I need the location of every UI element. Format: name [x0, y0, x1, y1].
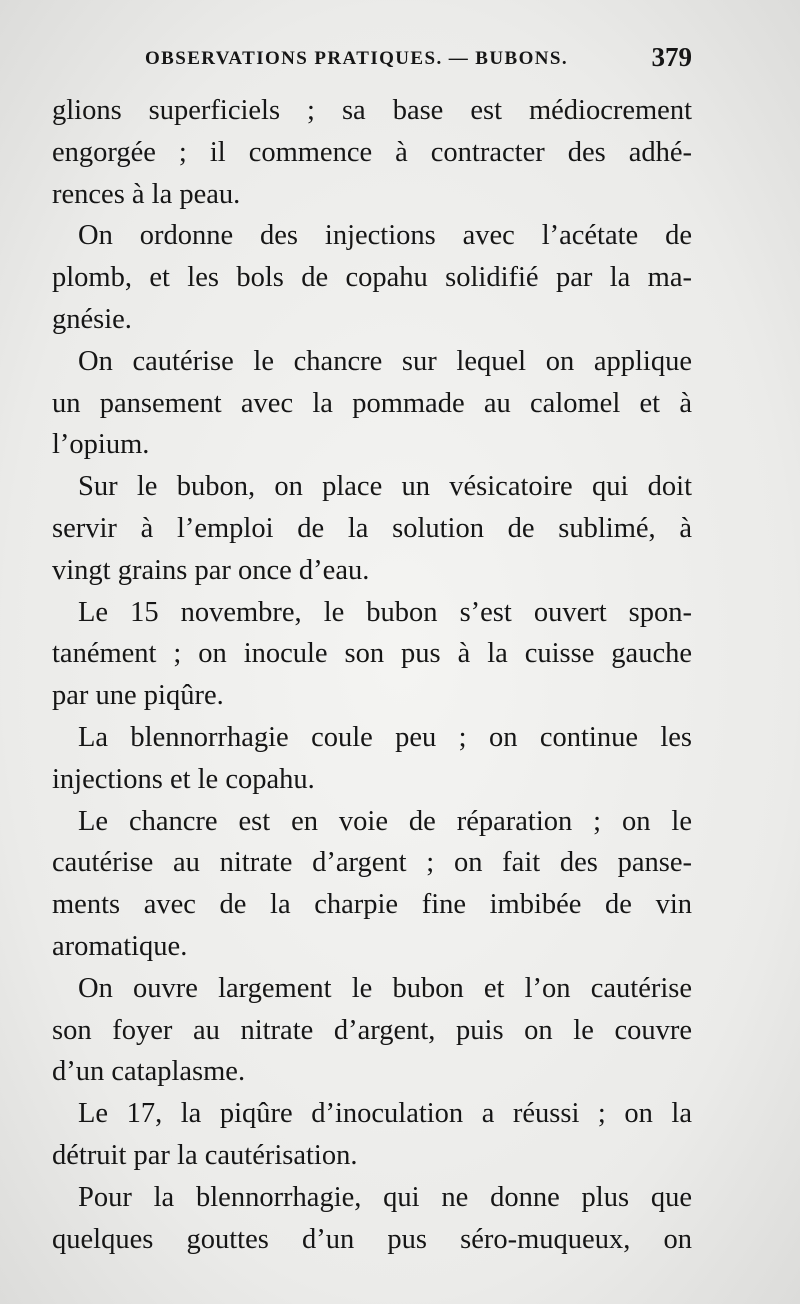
text-line: l’opium.	[52, 429, 150, 461]
text-line: engorgée ; il commence à contracter des adhé-	[52, 136, 692, 168]
text-line: injections et le copahu.	[52, 763, 315, 795]
text-line: quelques gouttes d’un pus séro-muqueux, on	[52, 1223, 692, 1255]
text-line: Le 17, la piqûre d’inoculation a réussi ; on la	[78, 1098, 692, 1130]
text-line: détruit par la cautérisation.	[52, 1139, 358, 1171]
text-line: gnésie.	[52, 303, 132, 335]
text-line: La blennorrhagie coule peu ; on continue les	[78, 721, 692, 753]
text-line: glions superficiels ; sa base est médiocrement	[52, 95, 692, 126]
page-number: 379	[651, 42, 692, 72]
text-line: Sur le bubon, on place un vésicatoire qui doit	[78, 471, 692, 503]
page-header	[145, 40, 692, 76]
text-line: Pour la blennorrhagie, qui ne donne plus que	[78, 1181, 692, 1213]
text-line: servir à l’emploi de la solution de sublimé, à	[52, 512, 692, 544]
running-title: OBSERVATIONS PRATIQUES. — BUBONS.	[145, 48, 568, 69]
text-line: On ouvre largement le bubon et l’on cautérise	[78, 972, 692, 1004]
text-line: aromatique.	[52, 930, 188, 962]
text-line: vingt grains par once d’eau.	[52, 554, 370, 586]
text-line: tanément ; on inocule son pus à la cuisse gauche	[52, 638, 692, 670]
text-line: d’un cataplasme.	[52, 1056, 246, 1088]
text-line: rences à la peau.	[52, 178, 241, 210]
body-text	[52, 90, 692, 1260]
text-line: par une piqûre.	[52, 680, 224, 712]
text-line: son foyer au nitrate d’argent, puis on le couvre	[52, 1014, 692, 1046]
text-line: On ordonne des injections avec l’acétate de	[78, 220, 692, 252]
text-line: Le chancre est en voie de réparation ; on le	[78, 805, 692, 837]
text-line: ments avec de la charpie fine imbibée de vin	[52, 889, 692, 921]
text-line: On cautérise le chancre sur lequel on applique	[78, 345, 692, 377]
text-line: plomb, et les bols de copahu solidifié par la ma-	[52, 262, 692, 294]
text-line: un pansement avec la pommade au calomel et à	[52, 387, 692, 419]
text-line: cautérise au nitrate d’argent ; on fait des panse-	[52, 847, 692, 879]
text-line: Le 15 novembre, le bubon s’est ouvert spon-	[78, 596, 692, 628]
